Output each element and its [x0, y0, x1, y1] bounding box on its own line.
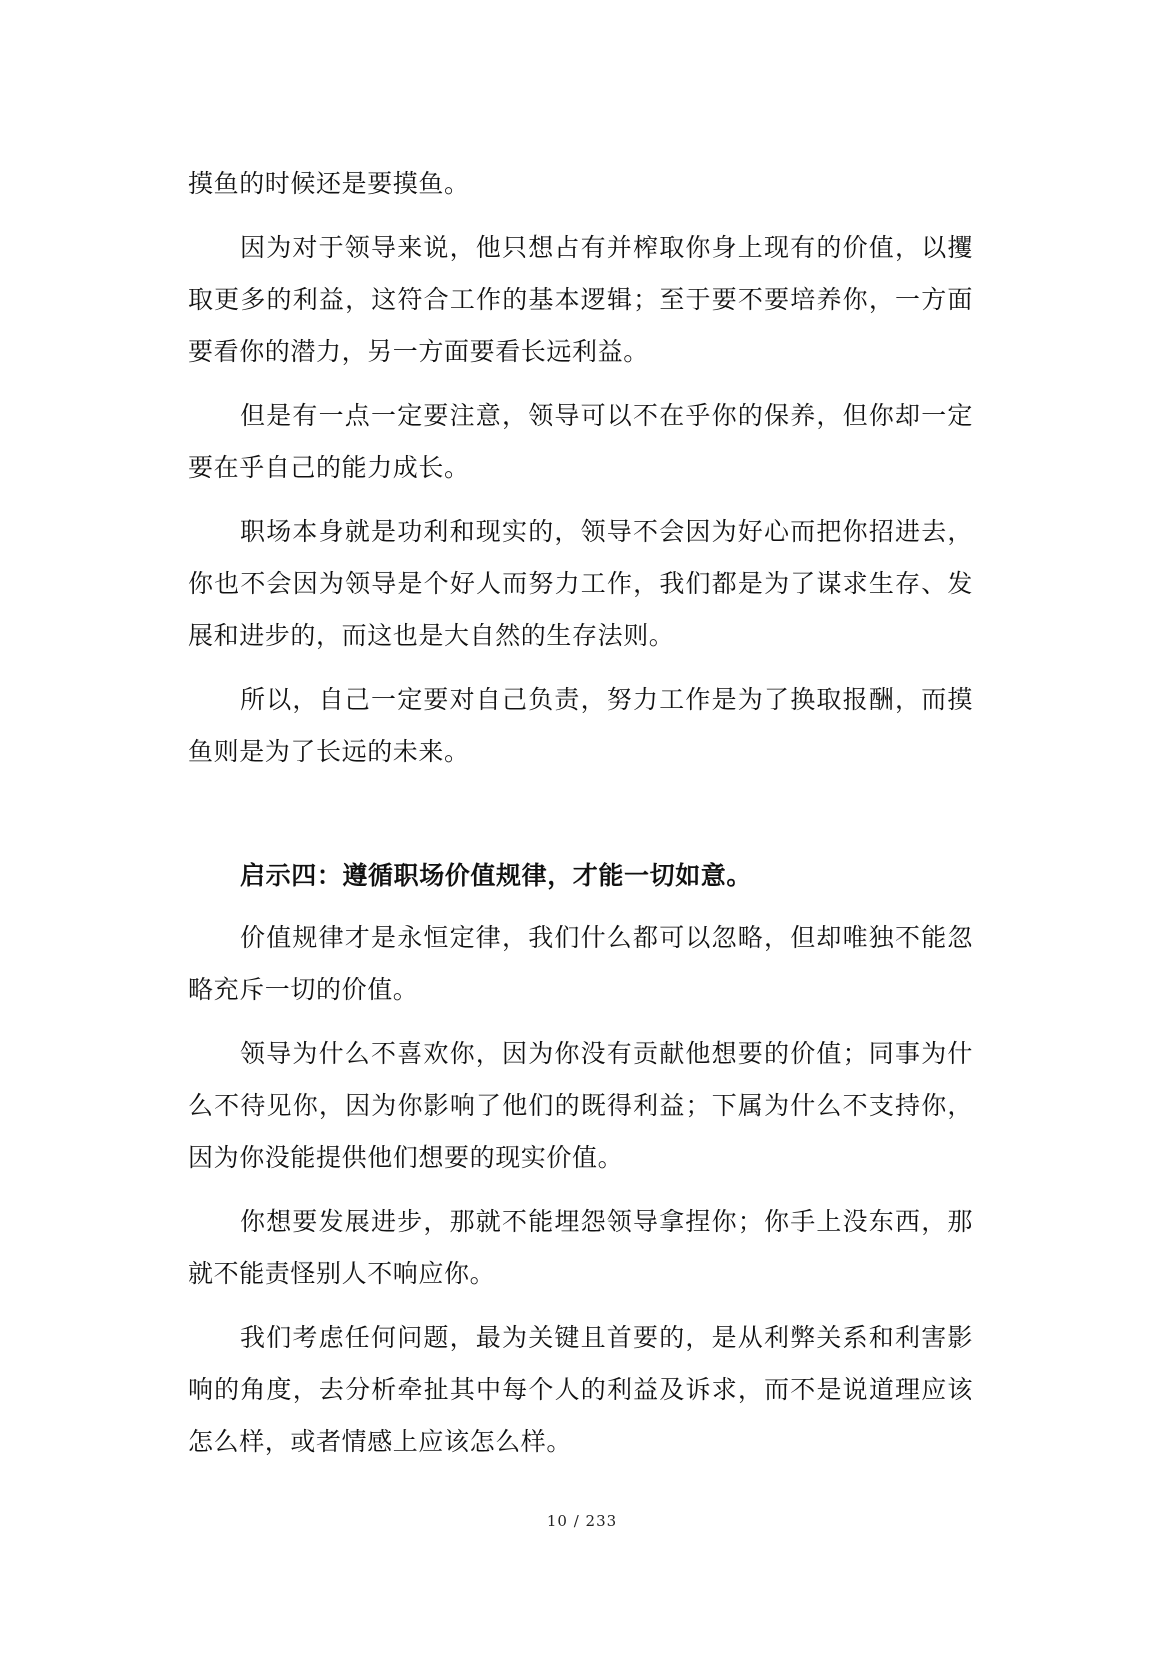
paragraph: 职场本身就是功利和现实的，领导不会因为好心而把你招进去，你也不会因为领导是个好人而努力工作，我们都是为了谋求生存、发展和进步的，而这也是大自然的生存法则。	[188, 517, 973, 650]
paragraph: 但是有一点一定要注意，领导可以不在乎你的保养，但你却一定要在乎自己的能力成长。	[188, 401, 973, 482]
paragraph: 价值规律才是永恒定律，我们什么都可以忽略，但却唯独不能忽略充斥一切的价值。	[188, 923, 973, 1004]
paragraph: 摸鱼的时候还是要摸鱼。	[188, 169, 470, 198]
page-content	[188, 158, 973, 1480]
paragraph: 你想要发展进步，那就不能埋怨领导拿捏你；你手上没东西，那就不能责怪别人不响应你。	[188, 1207, 973, 1288]
paragraph: 我们考虑任何问题，最为关键且首要的，是从利弊关系和利害影响的角度，去分析牵扯其中每个人的利益及诉求，而不是说道理应该怎么样，或者情感上应该怎么样。	[188, 1323, 973, 1456]
section-heading: 启示四：遵循职场价值规律，才能一切如意。	[240, 861, 753, 890]
paragraph: 所以，自己一定要对自己负责，努力工作是为了换取报酬，而摸鱼则是为了长远的未来。	[188, 685, 973, 766]
paragraph: 领导为什么不喜欢你，因为你没有贡献他想要的价值；同事为什么不待见你，因为你影响了他们的既得利益；下属为什么不支持你，因为你没能提供他们想要的现实价值。	[188, 1039, 973, 1172]
page-number: 10 / 233	[546, 1512, 618, 1530]
paragraph: 因为对于领导来说，他只想占有并榨取你身上现有的价值，以攫取更多的利益，这符合工作的基本逻辑；至于要不要培养你，一方面要看你的潜力，另一方面要看长远利益。	[188, 233, 973, 366]
